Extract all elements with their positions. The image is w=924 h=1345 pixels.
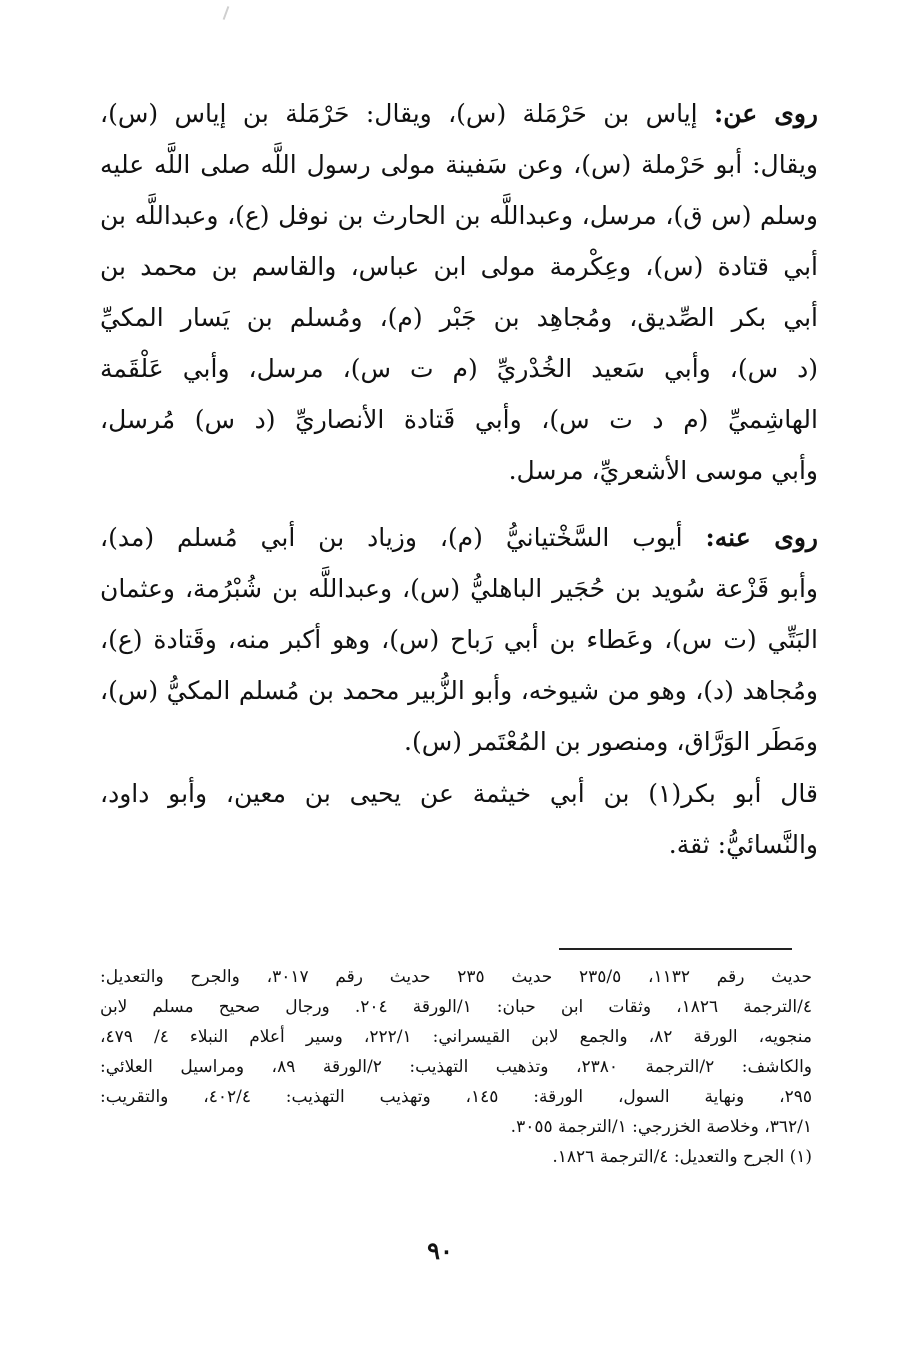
footnotes	[100, 962, 812, 1172]
paragraph-line: قال أبو بكر(١) بن أبي خيثمة عن يحيى بن معين، وأبو داود،	[100, 779, 818, 808]
paragraph-line: الهاشِميِّ (م د ت س)، وأبي قَتادة الأنصاريِّ (د س) مُرسل،	[100, 405, 818, 434]
footnote-line: والكاشف: ٢/الترجمة ٢٣٨٠، وتذهيب التهذيب: ٢/الورقة ٨٩، ومراسيل العلائي:	[100, 1057, 812, 1077]
footnote-line: منجويه، الورقة ٨٢، والجمع لابن القيسراني: ٢٢٢/١، وسير أعلام النبلاء ٤/ ٤٧٩،	[100, 1027, 812, 1047]
footnote-1: (١) الجرح والتعديل: ٤/الترجمة ١٨٢٦.	[552, 1147, 812, 1167]
paragraph-line: وأبو قَزْعة سُويد بن حُجَير الباهليُّ (س)، وعبداللَّه بن شُبْرُمة، وعثمان	[100, 574, 818, 603]
footnote-line: ٤/الترجمة ١٨٢٦، وثقات ابن حبان: ١/الورقة ٢٠٤. ورجال صحيح مسلم لابن	[100, 997, 812, 1017]
footnote-line: ٢٩٥، ونهاية السول، الورقة: ١٤٥، وتهذيب التهذيب: ٤٠٢/٤، والتقريب:	[100, 1087, 812, 1107]
paragraph-line: أبي قتادة (س)، وعِكْرمة مولى ابن عباس، والقاسم بن محمد بن	[100, 252, 818, 281]
narrated-by-paragraph	[100, 512, 818, 767]
verdict-paragraph	[100, 768, 818, 870]
scan-speck	[223, 6, 230, 20]
footnote-divider	[559, 948, 792, 950]
paragraph-line: وأبي موسى الأشعريِّ، مرسل.	[508, 456, 818, 485]
narrated-by-heading: روى عنه:	[705, 523, 818, 552]
paragraph-line: وسلم (س ق)، مرسل، وعبداللَّه بن الحارث بن نوفل (ع)، وعبداللَّه بن	[100, 201, 818, 230]
narrated-from-paragraph	[100, 88, 818, 496]
paragraph-line: روى عن: إياس بن حَرْمَلة (س)، ويقال: حَرْمَلة بن إياس (س)،	[100, 99, 818, 128]
paragraph-line: والنَّسائيُّ: ثقة.	[668, 830, 818, 859]
paragraph-line: ومُجاهد (د)، وهو من شيوخه، وأبو الزُّبير محمد بن مُسلم المكيُّ (س)،	[100, 676, 818, 705]
footnote-line: ٣٦٢/١، وخلاصة الخزرجي: ١/الترجمة ٣٠٥٥.	[510, 1117, 812, 1137]
paragraph-line: البَتِّي (ت س)، وعَطاء بن أبي رَباح (س)، وهو أكبر منه، وقَتادة (ع)،	[100, 625, 818, 654]
narrated-from-heading: روى عن:	[713, 99, 818, 128]
paragraph-line: ويقال: أبو حَرْملة (س)، وعن سَفينة مولى رسول اللَّه صلى اللَّه عليه	[100, 150, 818, 179]
footnote-line: حديث رقم ١١٣٢، ٢٣٥/٥ حديث ٢٣٥ حديث رقم ٣٠١٧، والجرح والتعديل:	[100, 967, 812, 987]
paragraph-line: أبي بكر الصِّديق، ومُجاهِد بن جَبْر (م)، ومُسلم بن يَسار المكيِّ	[100, 303, 818, 332]
paragraph-line: روى عنه: أيوب السَّخْتيانيُّ (م)، وزياد بن أبي مُسلم (مد)،	[100, 523, 818, 552]
paragraph-line: (د س)، وأبي سَعيد الخُدْريِّ (م ت س)، مرسل، وأبي عَلْقَمة	[100, 354, 818, 383]
page-number: ٩٠	[427, 1236, 453, 1265]
paragraph-line: ومَطَر الوَرَّاق، ومنصور بن المُعْتَمر (س).	[404, 727, 818, 756]
